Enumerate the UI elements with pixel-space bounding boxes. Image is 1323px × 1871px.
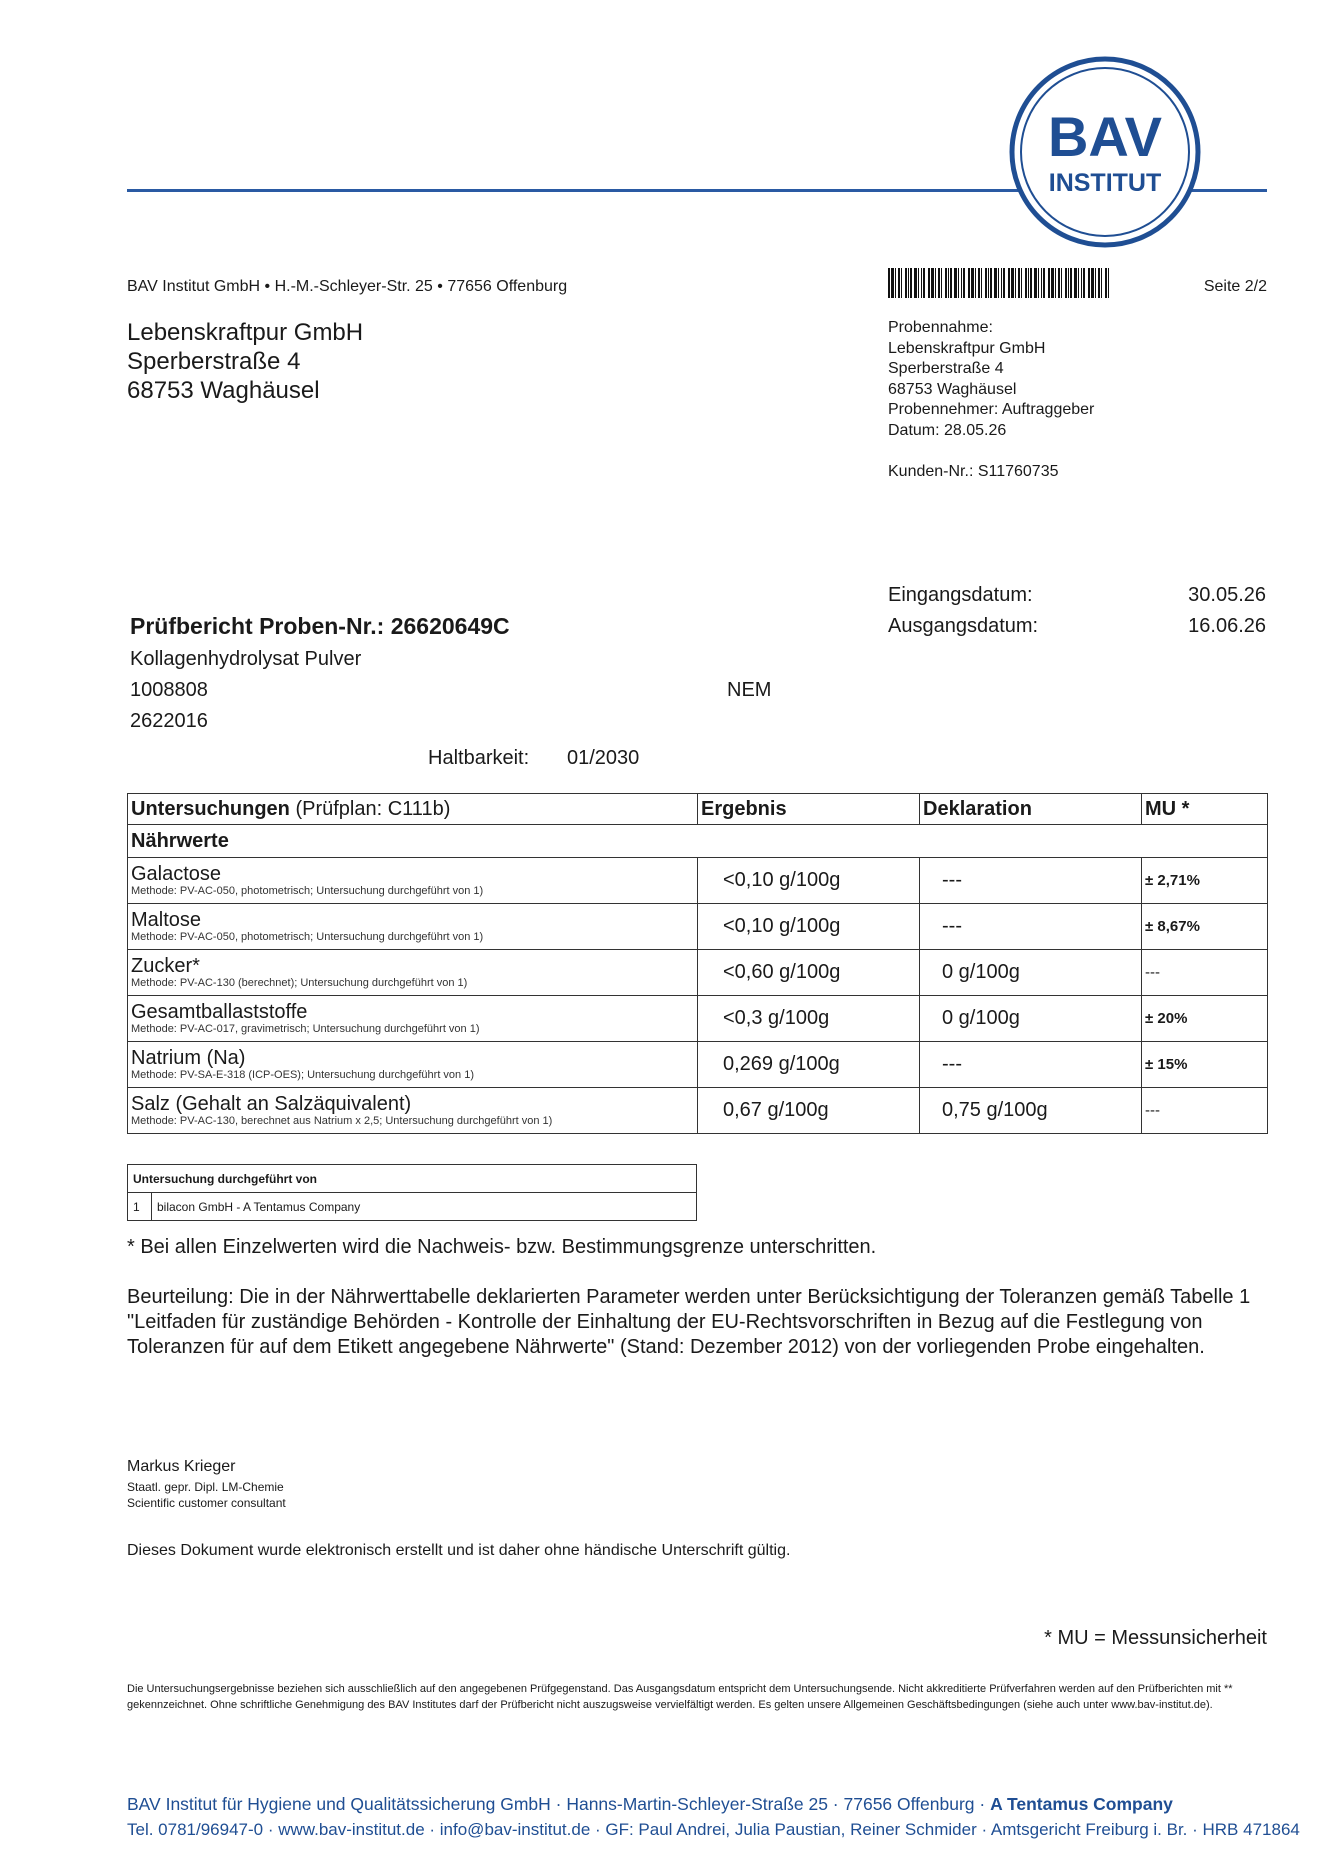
performed-by-row [128, 1193, 697, 1221]
footer-company-line [127, 1794, 1267, 1815]
analyte-method: Methode: PV-AC-017, gravimetrisch; Untersuchung durchgeführt von 1) [131, 1023, 480, 1035]
barcode [888, 268, 1113, 298]
mu-value: --- [1142, 1088, 1268, 1134]
table-row [128, 858, 1268, 904]
analyte-name: Zucker* [131, 955, 200, 977]
sender-address: BAV Institut GmbH • H.-M.-Schleyer-Str. 25 • 77656 Offenburg [127, 278, 568, 295]
barcode-bar [1034, 268, 1037, 298]
header-tests-plan: (Prüfplan: C111b) [289, 797, 451, 820]
signer-name: Markus Krieger [127, 1458, 236, 1475]
barcode-bar [985, 268, 987, 298]
barcode-bar [1108, 268, 1109, 298]
analyte-name: Gesamtballaststoffe [131, 1001, 308, 1023]
barcode-bar [1061, 268, 1062, 298]
header-tests-bold: Untersuchungen [131, 797, 290, 820]
barcode-bar [1055, 268, 1056, 298]
performed-by-header-row [128, 1165, 697, 1193]
barcode-bar [1015, 268, 1016, 298]
results-header-row [128, 794, 1268, 825]
barcode-bar [905, 268, 907, 298]
barcode-bar [950, 268, 952, 298]
analyte-cell [128, 950, 698, 996]
declaration-value: 0 g/100g [920, 996, 1142, 1042]
barcode-bar [1018, 268, 1020, 298]
result-value: 0,67 g/100g [698, 1088, 920, 1134]
barcode-bar [935, 268, 936, 298]
customer-number: Kunden-Nr.: S11760735 [888, 463, 1059, 480]
barcode-bar [1011, 268, 1014, 298]
declaration-value: --- [920, 1042, 1142, 1088]
barcode-bar [928, 268, 930, 298]
issued-label: Ausgangsdatum: [888, 615, 1039, 637]
declaration-value: 0,75 g/100g [920, 1088, 1142, 1134]
barcode-bar [1095, 268, 1096, 298]
barcode-bar [1098, 268, 1100, 298]
signer-role: Scientific customer consultant [127, 1496, 286, 1510]
barcode-bar [1105, 268, 1107, 298]
bav-institut-logo [1009, 56, 1201, 248]
sampling-street: Sperberstraße 4 [888, 360, 1004, 377]
shelf-life-label: Haltbarkeit: [428, 747, 530, 769]
analyte-cell [128, 1042, 698, 1088]
page-number: Seite 2/2 [1203, 278, 1267, 295]
lab-name: bilacon GmbH - A Tentamus Company [152, 1193, 697, 1221]
barcode-bar [1065, 268, 1067, 298]
barcode-bar [1051, 268, 1054, 298]
barcode-bar [1021, 268, 1022, 298]
barcode-bar [978, 268, 980, 298]
barcode-bar [1025, 268, 1027, 298]
article-number: 1008808 [130, 679, 208, 701]
footer-brand: A Tentamus Company [990, 1794, 1173, 1814]
result-value: <0,60 g/100g [698, 950, 920, 996]
analyte-method: Methode: PV-AC-050, photometrisch; Untersuchung durchgeführt von 1) [131, 885, 484, 897]
product-name: Kollagenhydrolysat Pulver [130, 648, 362, 670]
issued-date-row [888, 611, 1266, 642]
barcode-bar [954, 268, 957, 298]
barcode-bar [1101, 268, 1102, 298]
barcode-bar [994, 268, 997, 298]
issued-value: 16.06.26 [1188, 615, 1266, 637]
barcode-bar [895, 268, 896, 298]
batch-number: 2622016 [130, 710, 208, 732]
logo-text-institut: INSTITUT [1048, 169, 1162, 197]
barcode-bar [975, 268, 976, 298]
barcode-bar [941, 268, 942, 298]
barcode-bar [1003, 268, 1005, 298]
barcode-bar [981, 268, 982, 298]
header-result [698, 794, 920, 825]
barcode-bar [961, 268, 962, 298]
barcode-bar [891, 268, 894, 298]
analyte-method: Methode: PV-AC-130 (berechnet); Untersuchung durchgeführt von 1) [131, 977, 468, 989]
barcode-bar [971, 268, 974, 298]
report-dates [888, 580, 1266, 642]
recipient-city: 68753 Waghäusel [127, 377, 320, 404]
barcode-bar [1083, 268, 1085, 298]
shelf-life-value: 01/2030 [567, 747, 640, 769]
header-result-label: Ergebnis [701, 797, 787, 820]
footer-company-address: BAV Institut für Hygiene und Qualitätssicherung GmbH · Hanns-Martin-Schleyer-Straße 25 · 77656 Offenburg · [127, 1794, 991, 1814]
barcode-bar [908, 268, 909, 298]
limits-note: * Bei allen Einzelwerten wird die Nachweis- bzw. Bestimmungsgrenze unterschritten. [127, 1236, 877, 1258]
barcode-bar [1088, 268, 1090, 298]
barcode-bar [1068, 268, 1069, 298]
analyte-cell [128, 996, 698, 1042]
received-value: 30.05.26 [1188, 584, 1266, 606]
barcode-bar [963, 268, 965, 298]
barcode-bar [938, 268, 940, 298]
performed-by-header: Untersuchung durchgeführt von [128, 1165, 697, 1193]
analyte-name: Galactose [131, 863, 222, 885]
header-mu-label: MU * [1145, 797, 1190, 820]
result-value: <0,10 g/100g [698, 904, 920, 950]
barcode-bar [998, 268, 999, 298]
section-nutrition: Nährwerte [128, 825, 1268, 858]
received-label: Eingangsdatum: [888, 584, 1033, 606]
results-table [127, 793, 1268, 1134]
sampling-info [888, 318, 1094, 441]
barcode-bar [1030, 268, 1032, 298]
barcode-bar [931, 268, 934, 298]
barcode-bar [1091, 268, 1094, 298]
barcode-bar [1041, 268, 1042, 298]
table-row [128, 1042, 1268, 1088]
mu-value: ± 8,67% [1142, 904, 1268, 950]
barcode-bar [918, 268, 919, 298]
analyte-method: Methode: PV-AC-130, berechnet aus Natrium x 2,5; Untersuchung durchgeführt von 1) [131, 1115, 553, 1127]
performed-by-table [127, 1164, 697, 1221]
sampler: Probennehmer: Auftraggeber [888, 401, 1095, 418]
barcode-bar [923, 268, 925, 298]
declaration-value: --- [920, 858, 1142, 904]
declaration-value: --- [920, 904, 1142, 950]
barcode-bar [1048, 268, 1050, 298]
header-declaration-label: Deklaration [923, 797, 1032, 820]
barcode-bar [945, 268, 947, 298]
barcode-bar [1074, 268, 1077, 298]
analyte-cell [128, 858, 698, 904]
barcode-bar [948, 268, 949, 298]
logo-text-bav: BAV [1047, 105, 1163, 168]
assessment-text: Beurteilung: Die in der Nährwerttabelle deklarierten Parameter werden unter Berücksichtigung der Toleranzen gemäß Tabelle 1 "Leitfaden für zuständige Behörden - Kontrolle der Einhaltung der EU-Rechtsvorschriften in Bezug auf die Festlegung von Toleranzen für auf dem Etikett angegebene Nährwerte" (Stand: Dezember 2012) von der vorliegenden Probe eingehalten. [127, 1286, 1251, 1358]
section-row [128, 825, 1268, 858]
barcode-bar [901, 268, 902, 298]
table-row [128, 1088, 1268, 1134]
analyte-name: Salz (Gehalt an Salzäquivalent) [131, 1093, 412, 1115]
barcode-bar [921, 268, 922, 298]
electronic-document-note: Dieses Dokument wurde elektronisch erstellt und ist daher ohne händische Unterschrift gültig. [127, 1542, 791, 1559]
sampling-date: Datum: 28.05.26 [888, 421, 1007, 439]
signer-details [127, 1479, 286, 1511]
barcode-bar [1001, 268, 1002, 298]
sampling-label: Probennahme: [888, 319, 993, 336]
sampling-city: 68753 Waghäusel [888, 380, 1017, 398]
barcode-bar [888, 268, 890, 298]
recipient-address [127, 318, 363, 405]
table-row [128, 904, 1268, 950]
barcode-bar [968, 268, 970, 298]
lab-number: 1 [128, 1193, 152, 1221]
table-row [128, 950, 1268, 996]
barcode-bar [1008, 268, 1010, 298]
barcode-bar [1043, 268, 1045, 298]
analyte-name: Natrium (Na) [131, 1047, 246, 1069]
result-value: <0,3 g/100g [698, 996, 920, 1042]
barcode-bar [1038, 268, 1039, 298]
result-value: <0,10 g/100g [698, 858, 920, 904]
header-tests [128, 794, 698, 825]
result-value: 0,269 g/100g [698, 1042, 920, 1088]
barcode-bar [990, 268, 992, 298]
disclaimer: Die Untersuchungsergebnisse beziehen sich ausschließlich auf den angegebenen Prüfgegenstand. Das Ausgangsdatum entspricht dem Untersuchungsende. Nicht akkreditierte Prüfverfahren werden auf den Prüfberichten mit ** gekennzeichnet. Ohne schriftliche Genehmigung des BAV Institutes darf der Prüfbericht nicht auszugsweise vervielfältigt werden. Es gelten unsere Allgemeinen Geschäftsbedingungen (siehe auch unter www.bav-institut.de). [127, 1683, 1233, 1711]
barcode-bar [988, 268, 989, 298]
header-declaration [920, 794, 1142, 825]
header-mu [1142, 794, 1268, 825]
mu-value: ± 15% [1142, 1042, 1268, 1088]
barcode-bar [1081, 268, 1082, 298]
product-category: NEM [727, 679, 772, 701]
analyte-method: Methode: PV-AC-050, photometrisch; Untersuchung durchgeführt von 1) [131, 931, 484, 943]
barcode-bar [1078, 268, 1079, 298]
report-title: Prüfbericht Proben-Nr.: 26620649C [130, 613, 510, 639]
sampling-company: Lebenskraftpur GmbH [888, 339, 1046, 357]
signer-qualification: Staatl. gepr. Dipl. LM-Chemie [127, 1480, 284, 1494]
barcode-bar [898, 268, 900, 298]
mu-value: --- [1142, 950, 1268, 996]
barcode-bar [1058, 268, 1060, 298]
barcode-bar [1070, 268, 1072, 298]
analyte-cell [128, 1088, 698, 1134]
barcode-bar [1028, 268, 1029, 298]
barcode-bar [958, 268, 959, 298]
recipient-company: Lebenskraftpur GmbH [127, 319, 364, 346]
mu-value: ± 2,71% [1142, 858, 1268, 904]
analyte-method: Methode: PV-SA-E-318 (ICP-OES); Untersuchung durchgeführt von 1) [131, 1069, 474, 1081]
table-row [128, 996, 1268, 1042]
mu-footnote: * MU = Messunsicherheit [1044, 1627, 1267, 1649]
barcode-bar [914, 268, 917, 298]
barcode-bar [910, 268, 912, 298]
footer-contact-line: Tel. 0781/96947-0 · www.bav-institut.de · info@bav-institut.de · GF: Paul Andrei, Julia Paustian, Reiner Schmider · Amtsgericht Freiburg i. Br. · HRB 471864 [127, 1820, 1300, 1839]
analyte-cell [128, 904, 698, 950]
analyte-name: Maltose [131, 909, 202, 931]
received-date-row [888, 580, 1266, 611]
declaration-value: 0 g/100g [920, 950, 1142, 996]
mu-value: ± 20% [1142, 996, 1268, 1042]
recipient-street: Sperberstraße 4 [127, 348, 301, 375]
